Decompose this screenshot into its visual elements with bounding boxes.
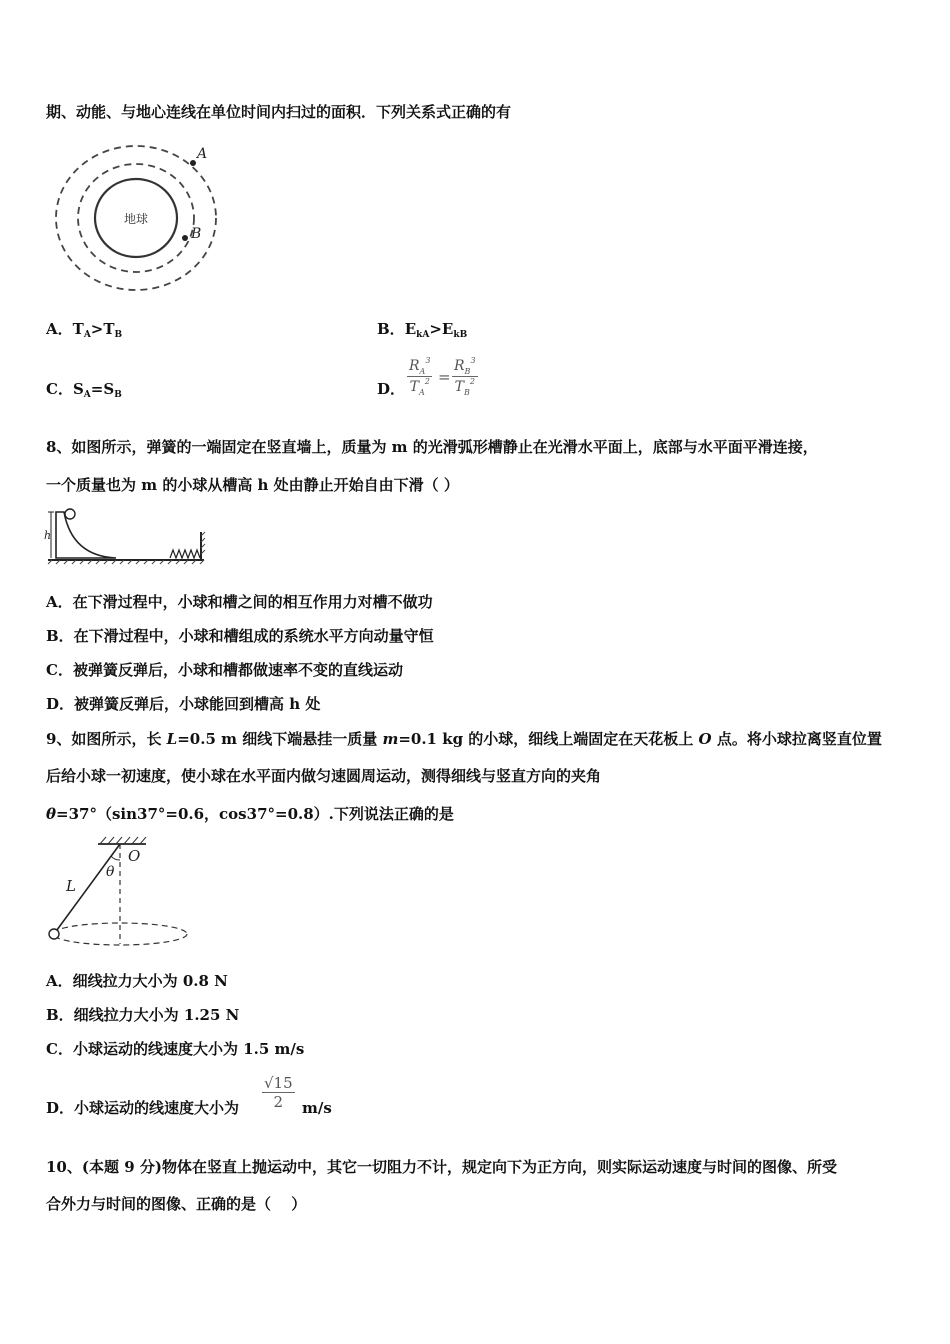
q8-line2: 一个质量也为 m 的小球从槽高 h 处由静止开始自由下滑（ ）: [46, 476, 459, 494]
option-subscript: A: [83, 330, 91, 340]
option-letter: B．: [377, 320, 405, 338]
q7-intro: 期、动能、与地心连线在单位时间内扫过的面积．下列关系式正确的有: [46, 103, 512, 121]
satellite-a: [190, 160, 196, 166]
q7-option-c[interactable]: [46, 379, 122, 405]
pendulum-figure: [46, 834, 191, 949]
satellite-b-label: B: [191, 226, 202, 242]
q8-option-d[interactable]: D．被弹簧反弹后，小球能回到槽高 h 处: [46, 695, 321, 713]
option-subscript: B: [114, 390, 122, 400]
earth-label: 地球: [124, 212, 149, 226]
q7-option-d-fraction-left: [407, 356, 432, 397]
q8-line1: 8、如图所示，弹簧的一端固定在竖直墙上，质量为 m 的光滑弧形槽静止在光滑水平面上，底部与水平面平滑连接，: [46, 438, 818, 456]
fraction-denominator: $T_A^2$: [409, 377, 430, 397]
q7-option-d-fraction-right: [452, 356, 478, 397]
pendulum-ball: [49, 929, 59, 939]
length-label: L: [66, 877, 76, 895]
option-subscript: kB: [453, 330, 468, 340]
option-letter: C．: [46, 380, 73, 398]
height-label: h: [44, 529, 52, 542]
ceiling-hatching: [100, 837, 146, 844]
option-symbol: S: [72, 380, 84, 398]
angle-arc: [111, 856, 120, 860]
q9-line1: 9、如图所示，长 L=0.5 m 细线下端悬挂一质量 m=0.1 kg 的小球，细线上端固定在天花板上 O 点。将小球拉离竖直位置: [46, 730, 882, 748]
q9-option-d[interactable]: D．小球运动的线速度大小为: [46, 1099, 240, 1117]
q8-option-c[interactable]: C．被弹簧反弹后，小球和槽都做速率不变的直线运动: [46, 661, 403, 679]
q8-option-b[interactable]: B．在下滑过程中，小球和槽组成的系统水平方向动量守恒: [46, 627, 434, 645]
option-letter: D．: [377, 380, 406, 398]
q10-line1: 10、(本题 9 分)物体在竖直上抛运动中，其它一切阻力不计，规定向下为正方向，则实际运动速度与时间的图像、所受: [46, 1158, 837, 1176]
q7-option-a[interactable]: [46, 319, 122, 345]
option-symbol: >E: [429, 320, 454, 338]
q8-option-a[interactable]: A．在下滑过程中，小球和槽之间的相互作用力对槽不做功: [46, 593, 433, 611]
fraction-numerator: √15: [264, 1074, 293, 1092]
q7-option-d[interactable]: [377, 379, 405, 399]
option-subscript: B: [114, 330, 123, 340]
q9-line3: θ=37°（sin37°=0.6，cos37°=0.8）.下列说法正确的是: [46, 805, 454, 823]
q9-option-d-fraction: [262, 1074, 295, 1111]
orbit-figure: [50, 138, 220, 288]
spring: [170, 550, 200, 558]
option-subscript: A: [83, 390, 91, 400]
slope-block: [56, 512, 116, 558]
option-symbol: >T: [90, 320, 115, 338]
option-symbol: E: [404, 320, 417, 338]
option-symbol: =S: [90, 380, 115, 398]
option-symbol: T: [72, 320, 84, 338]
fraction-numerator: $R_A^3$: [409, 356, 431, 376]
q9-option-c[interactable]: C．小球运动的线速度大小为 1.5 m/s: [46, 1040, 305, 1058]
angle-label: θ: [106, 864, 115, 880]
pivot-label: O: [128, 847, 141, 865]
small-ball: [65, 509, 75, 519]
q7-option-b[interactable]: [377, 319, 467, 345]
q10-line2: 合外力与时间的图像、正确的是（ ）: [46, 1195, 307, 1213]
fraction-denominator: 2: [273, 1093, 284, 1111]
pendulum-string: [54, 844, 120, 934]
fraction-numerator: $R_B^3$: [454, 356, 476, 376]
option-letter: A．: [46, 320, 73, 338]
q9-option-d-unit: m/s: [302, 1099, 332, 1117]
fraction-denominator: $T_B^2$: [454, 377, 475, 397]
q9-option-b[interactable]: B．细线拉力大小为 1.25 N: [46, 1006, 240, 1024]
q7-option-d-equals: =: [438, 368, 451, 386]
option-subscript: kA: [416, 330, 430, 340]
q9-option-a[interactable]: A．细线拉力大小为 0.8 N: [46, 972, 228, 990]
q9-line2: 后给小球一初速度，使小球在水平面内做匀速圆周运动，测得细线与竖直方向的夹角: [46, 767, 602, 785]
satellite-b: [182, 235, 188, 241]
slope-figure: [44, 506, 209, 566]
satellite-a-label: A: [197, 146, 208, 162]
